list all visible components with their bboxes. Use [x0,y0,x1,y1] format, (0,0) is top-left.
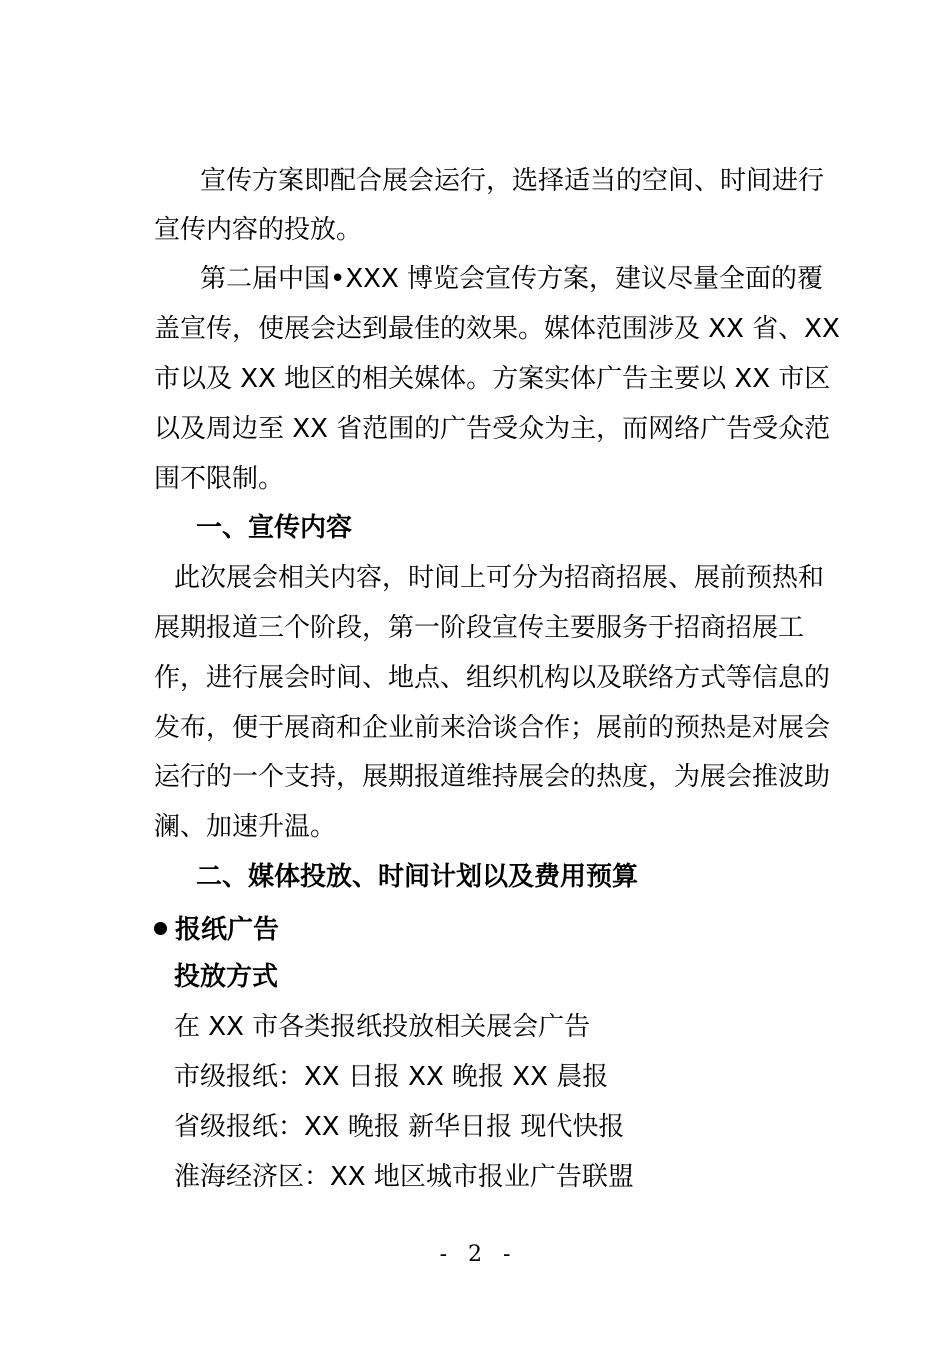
list-item: 淮海经济区：XX 地区城市报业广告联盟 [174,1162,634,1192]
list-item: 省级报纸：XX 晚报 新华日报 现代快报 [174,1112,625,1142]
paragraph-line: 第二届中国•XXX 博览会宣传方案，建议尽量全面的覆 [200,264,824,294]
paragraph-line: 作，进行展会时间、地点、组织机构以及联络方式等信息的 [154,663,831,693]
paragraph-line: 宣传内容的投放。 [154,215,363,245]
paragraph-line: 以及周边至 XX 省范围的广告受众为主，而网络广告受众范 [154,414,831,444]
bullet-heading-label: 报纸广告 [175,915,280,945]
paragraph-line: 围不限制。 [154,464,285,494]
page-number: - 2 - [439,1242,511,1267]
paragraph-line: 此次展会相关内容，时间上可分为招商招展、展前预热和 [174,563,825,593]
paragraph-line: 澜、加速升温。 [154,812,337,842]
paragraph-line: 发布，便于展商和企业前来洽谈合作；展前的预热是对展会 [154,713,831,743]
paragraph-line: 展期报道三个阶段，第一阶段宣传主要服务于招商招展工 [154,613,805,643]
paragraph-line: 运行的一个支持，展期报道维持展会的热度，为展会推波助 [154,762,831,792]
paragraph-line: 盖宣传，使展会达到最佳的效果。媒体范围涉及 XX 省、XX [154,314,840,344]
sub-heading: 投放方式 [174,962,279,992]
section-heading: 二、媒体投放、时间计划以及费用预算 [196,862,639,892]
list-item: 市级报纸：XX 日报 XX 晚报 XX 晨报 [174,1062,609,1092]
paragraph-line: 宣传方案即配合展会运行，选择适当的空间、时间进行 [200,166,825,196]
bullet-heading [154,913,279,947]
bullet-icon [154,922,167,935]
list-item: 在 XX 市各类报纸投放相关展会广告 [174,1012,591,1042]
section-heading: 一、宣传内容 [196,513,353,543]
paragraph-line: 市以及 XX 地区的相关媒体。方案实体广告主要以 XX 市区 [154,364,831,394]
